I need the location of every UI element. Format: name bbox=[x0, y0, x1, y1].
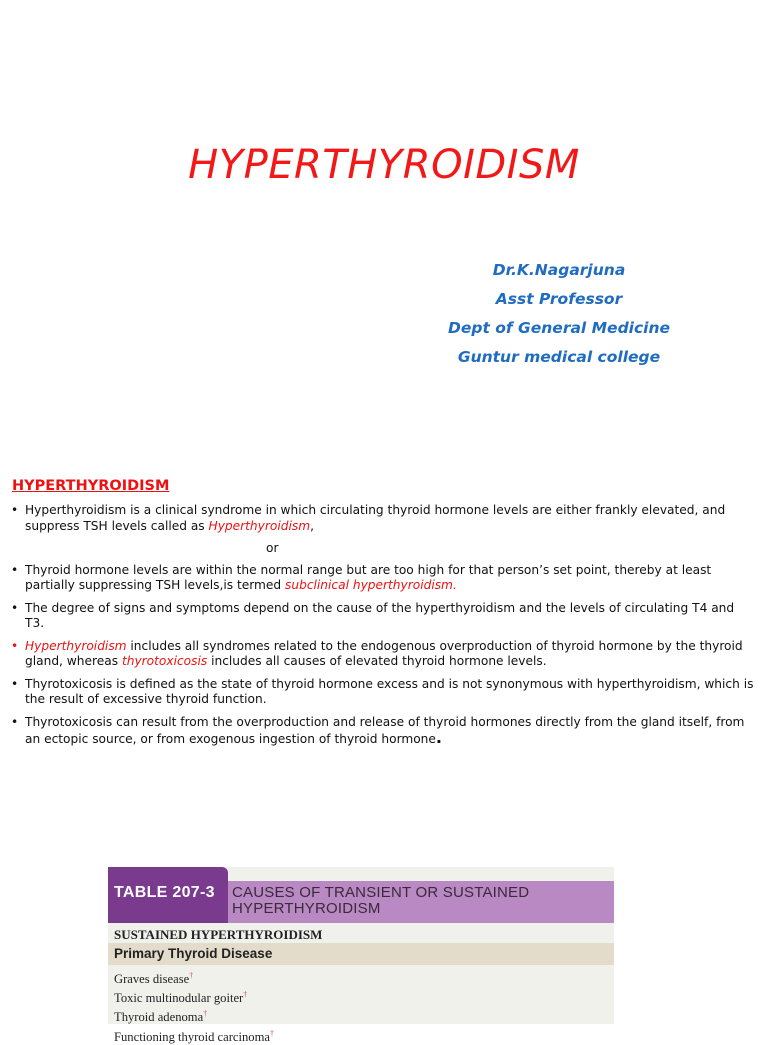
bullet-dot-icon: • bbox=[11, 503, 19, 517]
author-department: Dept of General Medicine bbox=[447, 319, 671, 337]
highlight-term: Hyperthyroidism bbox=[25, 638, 127, 653]
list-item: Thyroid adenoma† bbox=[114, 1009, 208, 1025]
bullet-dot-icon: • bbox=[11, 600, 19, 615]
bullet-item: • Hyperthyroidism includes all syndromes related to the endogenous overproduction of thyroid hormone by the thyroid gland, whereas thyrotoxicosis includes all causes of elevated thyroid hormone levels. bbox=[11, 638, 743, 668]
author-name: Dr.K.Nagarjuna bbox=[492, 261, 626, 279]
bullet-list bbox=[10, 503, 755, 755]
highlight-term: thyrotoxicosis bbox=[121, 654, 208, 668]
bullet-dot-icon: • bbox=[11, 562, 19, 577]
bullet-item: • Thyroid hormone levels are within the normal range but are too high for that person’s set point, thereby at least partially suppressing TSH levels,is termed subclinical hyperthyroidism. bbox=[11, 562, 712, 592]
highlight-term: subclinical hyperthyroidism bbox=[285, 578, 453, 592]
bullet-item: • Thyrotoxicosis can result from the overproduction and release of thyroid hormones directly from the gland itself, from an ectopic source, or from exogenous ingestion of thyroid hormone. bbox=[11, 714, 745, 747]
slide-title: HYPERTHYROIDISM bbox=[188, 142, 580, 188]
table-caption: CAUSES OF TRANSIENT OR SUSTAINED HYPERTHYROIDISM bbox=[232, 884, 530, 917]
table-subsection-row bbox=[108, 943, 614, 965]
causes-table bbox=[108, 867, 614, 1044]
table-number-tab bbox=[108, 867, 228, 923]
bullet-dot-icon: • bbox=[11, 714, 19, 729]
bullet-dot-icon: • bbox=[11, 676, 19, 691]
bullet-item: • Hyperthyroidism is a clinical syndrome in which circulating thyroid hormone levels are either frankly elevated, and suppress TSH levels called as Hyperthyroidism, bbox=[11, 503, 726, 533]
table-section-heading: SUSTAINED HYPERTHYROIDISM bbox=[114, 927, 608, 944]
list-item: Functioning thyroid carcinoma† bbox=[114, 1028, 274, 1044]
bullet-dot-icon: • bbox=[11, 638, 19, 653]
or-separator: or bbox=[266, 541, 279, 555]
author-block bbox=[400, 256, 718, 372]
table-cause-list bbox=[114, 968, 604, 1045]
list-item: Graves disease† bbox=[114, 971, 194, 987]
section-heading: HYPERTHYROIDISM bbox=[12, 478, 170, 494]
author-institution: Guntur medical college bbox=[457, 348, 661, 366]
bullet-item: • The degree of signs and symptoms depend on the cause of the hyperthyroidism and the levels of circulating T4 and T3. bbox=[11, 600, 735, 630]
table-subsection-heading: Primary Thyroid Disease bbox=[114, 946, 273, 961]
list-item: Toxic multinodular goiter† bbox=[114, 990, 248, 1006]
table-number-label: TABLE 207-3 bbox=[114, 884, 215, 901]
highlight-term: Hyperthyroidism bbox=[208, 518, 311, 533]
bullet-item: • Thyrotoxicosis is defined as the state of thyroid hormone excess and is not synonymous with hyperthyroidism, which is the result of excessive thyroid function. bbox=[11, 676, 754, 706]
author-position: Asst Professor bbox=[495, 290, 623, 308]
